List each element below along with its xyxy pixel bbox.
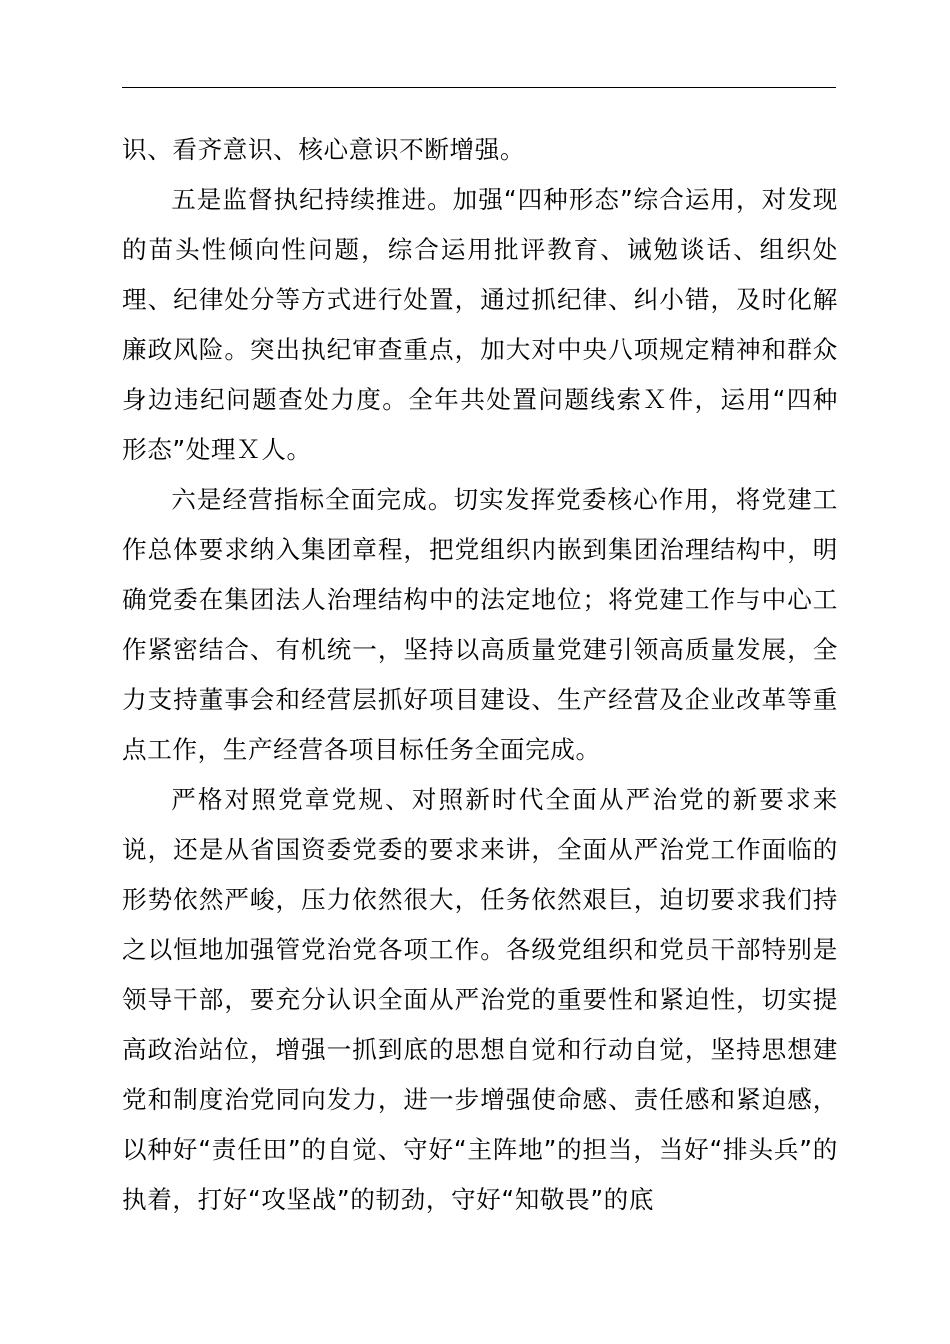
paragraph-supervision-discipline: 五是监督执纪持续推进。加强“四种形态”综合运用，对发现的苗头性倾向性问题，综合运用批评教育、诫勉谈话、组织处理、纪律处分等方式进行处置，通过抓纪律、纠小错，及时化解廉政风险。突出执纪审查重点，加大对中央八项规定精神和群众身边违纪问题查处力度。全年共处置问题线索Ｘ件，运用“四种形态”处理Ｘ人。: [122, 185, 838, 464]
header-rule: [122, 87, 836, 88]
paragraph-continued: 识、看齐意识、核心意识不断增强。: [122, 135, 526, 164]
paragraph-strict-governance: 严格对照党章党规、对照新时代全面从严治党的新要求来说，还是从省国资委党委的要求来讲，全面从严治党工作面临的形势依然严峻，压力依然很大，任务依然艰巨，迫切要求我们持之以恒地加强管党治党各项工作。各级党组织和党员干部特别是领导干部，要充分认识全面从严治党的重要性和紧迫性，切实提高政治站位，增强一抓到底的思想自觉和行动自觉，坚持思想建党和制度治党同向发力，进一步增强使命感、责任感和紧迫感，以种好“责任田”的自觉、守好“主阵地”的担当，当好“排头兵”的执着，打好“攻坚战”的韧劲，守好“知敬畏”的底: [122, 785, 838, 1214]
document-body: [122, 125, 838, 1225]
paragraph-business-indicators: 六是经营指标全面完成。切实发挥党委核心作用，将党建工作总体要求纳入集团章程，把党组织内嵌到集团治理结构中，明确党委在集团法人治理结构中的法定地位；将党建工作与中心工作紧密结合、有机统一，坚持以高质量党建引领高质量发展，全力支持董事会和经营层抓好项目建设、生产经营及企业改革等重点工作，生产经营各项目标任务全面完成。: [122, 485, 838, 764]
